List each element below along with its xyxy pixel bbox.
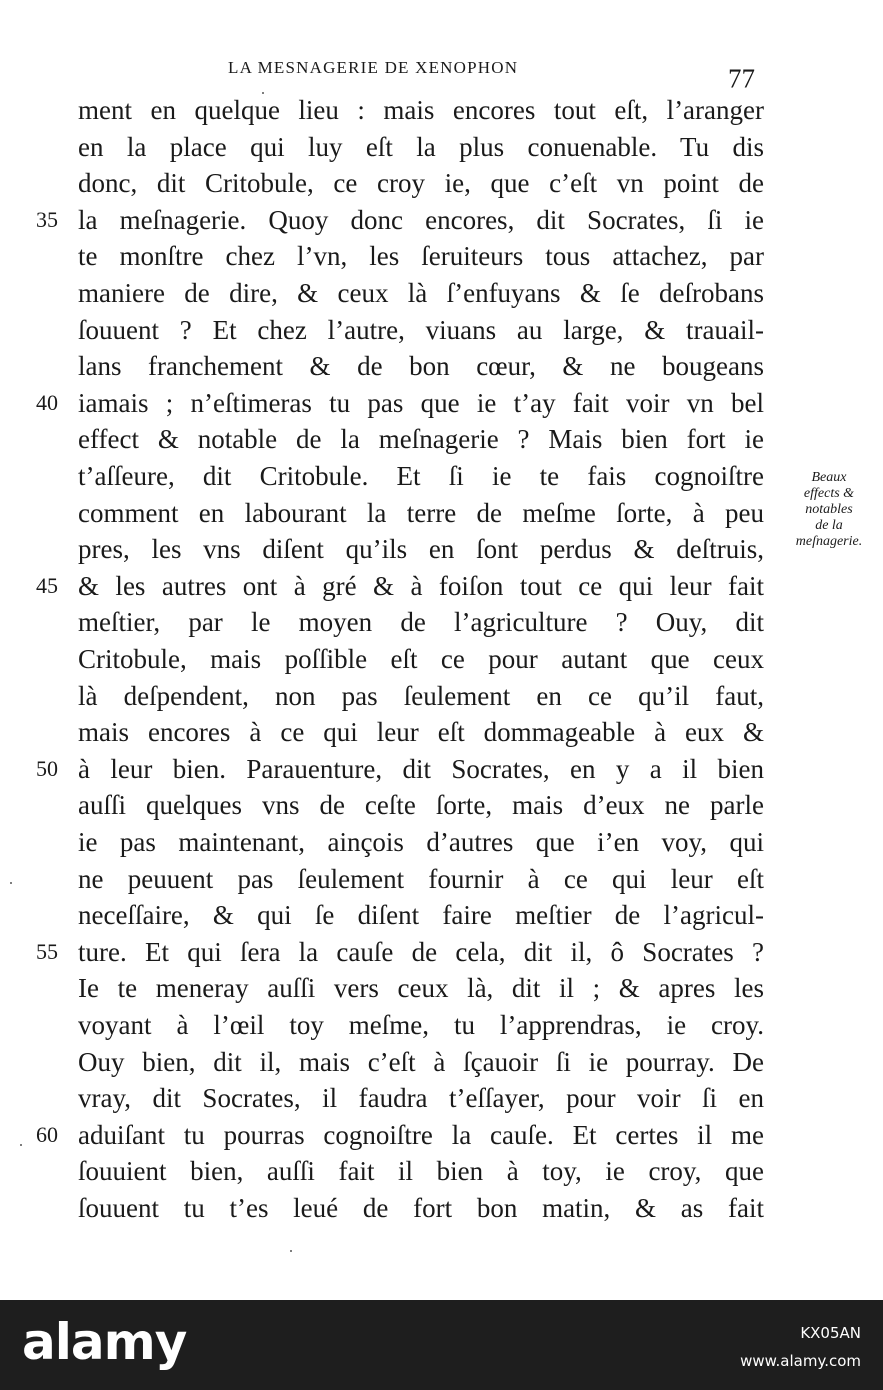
ink-speck <box>262 92 264 94</box>
text-line: ſouuient bien, auſſi fait il bien à toy, ie croy, que <box>78 1156 764 1187</box>
text-line: en la place qui luy eſt la plus conuenable. Tu dis <box>78 131 764 162</box>
page-number: 77 <box>728 63 755 94</box>
banner-url: www.alamy.com <box>740 1352 861 1370</box>
text-line: comment en labourant la terre de meſme ſorte, à peu <box>78 497 764 528</box>
text-line: maniere de dire, & ceux là ſ’enfuyans & ſe deſrobans <box>78 278 764 308</box>
text-line: vray, dit Socrates, il faudra t’eſſayer, pour voir ſi en <box>78 1083 764 1114</box>
text-line: à leur bien. Parauenture, dit Socrates, en y a il bien <box>78 753 764 784</box>
running-head: LA MESNAGERIE DE XENOPHON <box>228 58 519 77</box>
text-line: la meſnagerie. Quoy donc encores, dit Socrates, ſi ie <box>78 204 764 235</box>
line-number: 50 <box>36 755 58 781</box>
text-line: pres, les vns diſent qu’ils en ſont perdus & deſtruis, <box>78 534 764 565</box>
text-line: t’aſſeure, dit Critobule. Et ſi ie te fais cognoiſtre <box>78 461 764 491</box>
alamy-logo: alamy <box>22 1313 187 1371</box>
text-line: iamais ; n’eſtimeras tu pas que ie t’ay fait voir vn bel <box>78 387 764 418</box>
text-line: ſouuent tu t’es leué de fort bon matin, & as fait <box>78 1193 764 1223</box>
text-line: auſſi quelques vns de ceſte ſorte, mais d’eux ne parle <box>78 790 764 821</box>
text-line: ment en quelque lieu : mais encores tout eſt, l’aranger <box>78 95 764 125</box>
text-line: ie pas maintenant, ainçois d’autres que i’en voy, qui <box>78 827 764 857</box>
line-number: 35 <box>36 206 58 232</box>
text-line: ture. Et qui ſera la cauſe de cela, dit il, ô Socrates ? <box>78 936 764 967</box>
marginal-note-line: Beaux <box>811 470 847 485</box>
ink-speck <box>290 1250 292 1252</box>
line-number: 55 <box>36 938 58 964</box>
marginal-note-line: de la <box>815 518 843 533</box>
text-line: lans franchement & de bon cœur, & ne bougeans <box>78 351 764 382</box>
text-line: Ouy bien, dit il, mais c’eſt à ſçauoir ſi ie pourray. De <box>78 1046 764 1077</box>
text-line: neceſſaire, & qui ſe diſent faire meſtier de l’agricul- <box>78 900 764 931</box>
image-id: KX05AN <box>800 1324 861 1342</box>
ink-speck <box>10 882 12 884</box>
text-line: meſtier, par le moyen de l’agriculture ? Ouy, dit <box>78 607 764 638</box>
line-number: 60 <box>36 1121 58 1147</box>
text-line: aduiſant tu pourras cognoiſtre la cauſe. Et certes il me <box>78 1119 764 1150</box>
text-line: donc, dit Critobule, ce croy ie, que c’eſt vn point de <box>78 168 764 199</box>
text-line: effect & notable de la meſnagerie ? Mais bien fort ie <box>78 424 764 455</box>
text-line: te monſtre chez l’vn, les ſeruiteurs tous attachez, par <box>78 241 764 272</box>
marginal-note-line: effects & <box>803 486 855 501</box>
text-line: ſouuent ? Et chez l’autre, viuans au large, & trauail- <box>78 314 764 345</box>
ink-speck <box>20 1144 22 1146</box>
text-line: Critobule, mais poſſible eſt ce pour autant que ceux <box>78 644 764 674</box>
marginal-note-line: meſnagerie. <box>795 534 863 549</box>
marginal-note-line: notables <box>805 502 853 517</box>
line-number: 40 <box>36 389 58 415</box>
text-line: mais encores à ce qui leur eſt dommageable à eux & <box>78 717 764 748</box>
line-number: 45 <box>36 572 58 598</box>
text-line: ne peuuent pas ſeulement fournir à ce qui leur eſt <box>78 863 764 894</box>
marginal-note <box>774 470 883 550</box>
stock-watermark-banner <box>0 1300 883 1390</box>
text-line: là deſpendent, non pas ſeulement en ce qu’il faut, <box>78 680 764 711</box>
text-line: voyant à l’œil toy meſme, tu l’apprendras, ie croy. <box>78 1010 764 1040</box>
text-line: & les autres ont à gré & à foiſon tout ce qui leur fait <box>78 570 764 601</box>
text-line: Ie te meneray auſſi vers ceux là, dit il ; & apres les <box>78 973 764 1004</box>
